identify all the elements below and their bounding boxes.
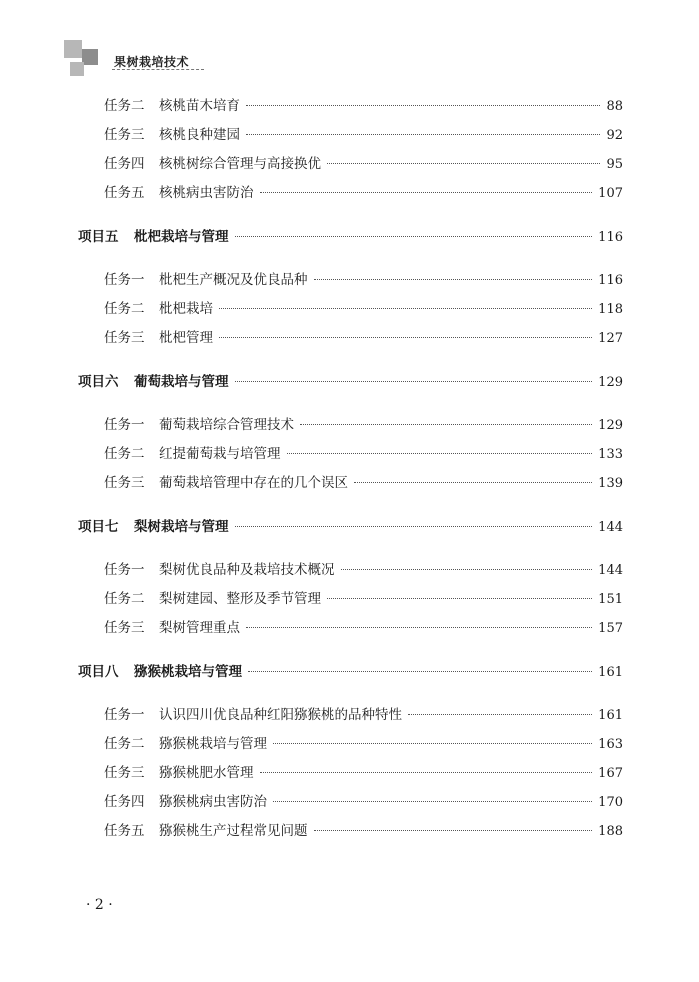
- toc-entry[interactable]: [104, 616, 623, 634]
- toc-entry[interactable]: [104, 790, 623, 808]
- running-header: [64, 40, 214, 80]
- task-number: 任务一: [104, 707, 145, 723]
- entry-title: 梨树优良品种及栽培技术概况: [159, 562, 335, 578]
- toc-project-entry[interactable]: [78, 515, 623, 533]
- dot-leader: [248, 671, 592, 672]
- task-number: 任务五: [104, 185, 145, 201]
- entry-title: 枇杷生产概况及优良品种: [159, 272, 308, 288]
- task-number: 任务三: [104, 127, 145, 143]
- dot-leader: [314, 830, 593, 831]
- entry-title: 认识四川优良品种红阳猕猴桃的品种特性: [159, 707, 402, 723]
- page-number: 163: [598, 737, 623, 752]
- page-number: 129: [598, 418, 623, 433]
- task-number: 任务二: [104, 591, 145, 607]
- page-number: 167: [598, 766, 623, 781]
- entry-title: 猕猴桃生产过程常见问题: [159, 823, 308, 839]
- dot-leader: [408, 714, 592, 715]
- entry-title: 葡萄栽培管理中存在的几个误区: [159, 475, 348, 491]
- task-number: 任务二: [104, 736, 145, 752]
- page-number: 161: [598, 665, 623, 680]
- toc-entry[interactable]: [104, 558, 623, 576]
- task-number: 任务三: [104, 330, 145, 346]
- page-number: 133: [598, 447, 623, 462]
- entry-title: 红提葡萄栽与培管理: [159, 446, 281, 462]
- page-number: 95: [606, 157, 623, 172]
- task-number: 任务二: [104, 446, 145, 462]
- toc-project-entry[interactable]: [78, 225, 623, 243]
- header-rule: [112, 69, 204, 70]
- entry-title: 梨树管理重点: [159, 620, 240, 636]
- page-number: 116: [598, 273, 623, 288]
- page-number: 161: [598, 708, 623, 723]
- task-number: 任务五: [104, 823, 145, 839]
- dot-leader: [246, 627, 592, 628]
- task-number: 任务二: [104, 301, 145, 317]
- page-number: 157: [598, 621, 623, 636]
- page-number: 88: [606, 99, 623, 114]
- dot-leader: [219, 337, 592, 338]
- entry-title: 猕猴桃栽培与管理: [134, 664, 242, 680]
- dot-leader: [300, 424, 592, 425]
- task-number: 任务四: [104, 794, 145, 810]
- toc-entry[interactable]: [104, 703, 623, 721]
- page-number: 151: [598, 592, 623, 607]
- page-number: 144: [598, 563, 623, 578]
- project-number: 项目五: [78, 229, 119, 245]
- toc-entry[interactable]: [104, 123, 623, 141]
- dot-leader: [327, 163, 600, 164]
- page-number: 144: [598, 520, 623, 535]
- project-number: 项目八: [78, 664, 119, 680]
- task-number: 任务三: [104, 620, 145, 636]
- toc-entry[interactable]: [104, 442, 623, 460]
- dot-leader: [246, 105, 600, 106]
- task-number: 任务四: [104, 156, 145, 172]
- page-number: 107: [598, 186, 623, 201]
- dot-leader: [235, 236, 593, 237]
- dot-leader: [327, 598, 592, 599]
- header-decoration: [70, 62, 84, 76]
- entry-title: 枇杷管理: [159, 330, 213, 346]
- page-number: 139: [598, 476, 623, 491]
- page-number: 129: [598, 375, 623, 390]
- dot-leader: [341, 569, 593, 570]
- dot-leader: [246, 134, 600, 135]
- entry-title: 枇杷栽培: [159, 301, 213, 317]
- running-header-title: 果树栽培技术: [114, 55, 190, 69]
- dot-leader: [314, 279, 593, 280]
- entry-title: 葡萄栽培与管理: [134, 374, 229, 390]
- dot-leader: [219, 308, 592, 309]
- page-number: 127: [598, 331, 623, 346]
- page-number: 170: [598, 795, 623, 810]
- entry-title: 猕猴桃肥水管理: [159, 765, 254, 781]
- page-number: 188: [598, 824, 623, 839]
- toc-project-entry[interactable]: [78, 660, 623, 678]
- toc-entry[interactable]: [104, 471, 623, 489]
- entry-title: 猕猴桃栽培与管理: [159, 736, 267, 752]
- dot-leader: [273, 801, 592, 802]
- dot-leader: [260, 192, 593, 193]
- entry-title: 核桃良种建园: [159, 127, 240, 143]
- dot-leader: [273, 743, 592, 744]
- entry-title: 葡萄栽培综合管理技术: [159, 417, 294, 433]
- toc-entry[interactable]: [104, 761, 623, 779]
- entry-title: 梨树栽培与管理: [134, 519, 229, 535]
- project-number: 项目七: [78, 519, 119, 535]
- toc-entry[interactable]: [104, 732, 623, 750]
- toc-entry[interactable]: [104, 152, 623, 170]
- task-number: 任务二: [104, 98, 145, 114]
- dot-leader: [235, 381, 593, 382]
- header-decoration: [64, 40, 82, 58]
- dot-leader: [260, 772, 593, 773]
- toc-entry[interactable]: [104, 268, 623, 286]
- entry-title: 梨树建园、整形及季节管理: [159, 591, 321, 607]
- page-number: 116: [598, 230, 623, 245]
- page-folio: · 2 ·: [86, 897, 113, 913]
- dot-leader: [235, 526, 593, 527]
- toc-entry[interactable]: [104, 326, 623, 344]
- page-number: 92: [606, 128, 623, 143]
- toc-entry[interactable]: [104, 181, 623, 199]
- task-number: 任务三: [104, 475, 145, 491]
- toc-entry[interactable]: [104, 297, 623, 315]
- page-number: 118: [598, 302, 623, 317]
- entry-title: 核桃苗木培育: [159, 98, 240, 114]
- dot-leader: [354, 482, 592, 483]
- task-number: 任务三: [104, 765, 145, 781]
- toc-entry[interactable]: [104, 819, 623, 837]
- project-number: 项目六: [78, 374, 119, 390]
- entry-title: 枇杷栽培与管理: [134, 229, 229, 245]
- dot-leader: [287, 453, 593, 454]
- task-number: 任务一: [104, 272, 145, 288]
- task-number: 任务一: [104, 562, 145, 578]
- toc-entry[interactable]: [104, 587, 623, 605]
- entry-title: 猕猴桃病虫害防治: [159, 794, 267, 810]
- header-decoration: [82, 49, 98, 65]
- toc-entry[interactable]: [104, 94, 623, 112]
- entry-title: 核桃树综合管理与高接换优: [159, 156, 321, 172]
- entry-title: 核桃病虫害防治: [159, 185, 254, 201]
- toc-project-entry[interactable]: [78, 370, 623, 388]
- toc-entry[interactable]: [104, 413, 623, 431]
- task-number: 任务一: [104, 417, 145, 433]
